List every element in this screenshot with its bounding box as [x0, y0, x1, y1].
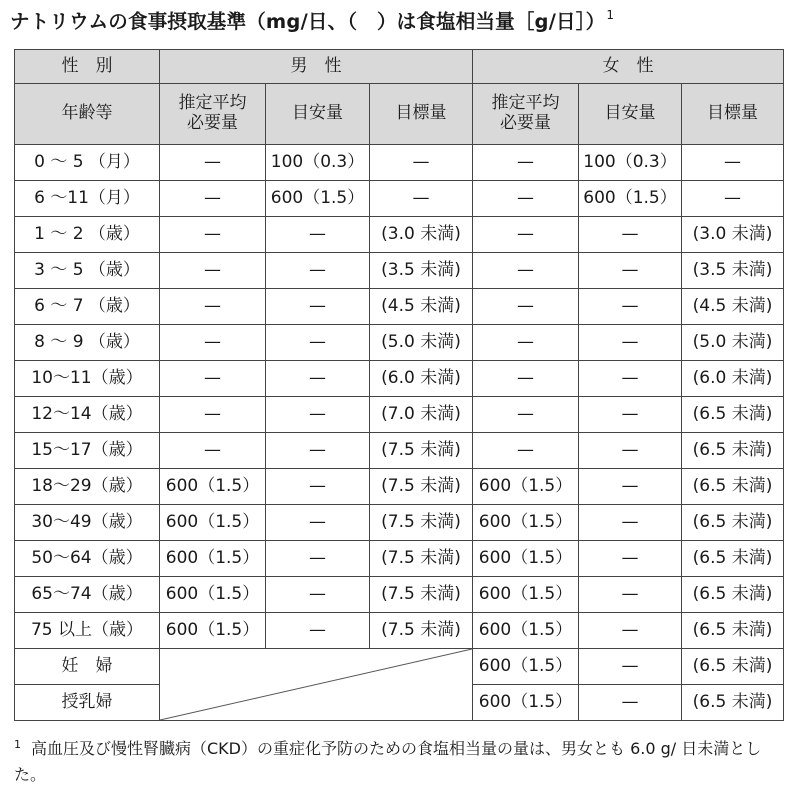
female-ai-cell: —: [579, 325, 682, 361]
female-ai-cell: —: [579, 541, 682, 577]
female-dg-cell: (3.5 未満): [682, 253, 784, 289]
male-dg-cell: (6.0 未満): [370, 361, 473, 397]
table-row: [15, 469, 784, 505]
male-dg-cell: (7.5 未満): [370, 433, 473, 469]
age-group-cell: 75 以上（歳）: [15, 613, 160, 649]
female-dg-cell: (6.5 未満): [682, 397, 784, 433]
female-ear-cell: 600（1.5）: [473, 541, 579, 577]
female-ai-cell: —: [579, 253, 682, 289]
female-ear-cell: 600（1.5）: [473, 613, 579, 649]
table-row: [15, 289, 784, 325]
male-ai-cell: —: [266, 541, 370, 577]
female-ear-cell: —: [473, 325, 579, 361]
female-ear-cell: —: [473, 433, 579, 469]
male-dg-cell: (7.5 未満): [370, 505, 473, 541]
male-ai-cell: —: [266, 361, 370, 397]
female-ear-cell: —: [473, 217, 579, 253]
female-dg-cell: (6.5 未満): [682, 613, 784, 649]
female-ear-cell: 600（1.5）: [473, 577, 579, 613]
female-ear-cell: —: [473, 361, 579, 397]
female-ear-cell: —: [473, 253, 579, 289]
title-footnote-ref: 1: [606, 8, 615, 22]
table-row: [15, 361, 784, 397]
age-group-cell: 30〜49（歳）: [15, 505, 160, 541]
male-ai-cell: —: [266, 325, 370, 361]
male-ai-cell: —: [266, 577, 370, 613]
header-age: 年齢等: [15, 84, 160, 145]
male-ear-cell: 600（1.5）: [160, 577, 266, 613]
female-dg-cell: (6.5 未満): [682, 577, 784, 613]
age-group-cell: 65〜74（歳）: [15, 577, 160, 613]
header-female: 女 性: [473, 50, 784, 84]
female-ai-cell: —: [579, 577, 682, 613]
female-ear-cell: —: [473, 289, 579, 325]
female-ai-cell: —: [579, 505, 682, 541]
male-dg-cell: (7.5 未満): [370, 469, 473, 505]
female-dg-cell: (5.0 未満): [682, 325, 784, 361]
header-male-ear: 推定平均 必要量: [160, 84, 266, 145]
male-ear-cell: —: [160, 325, 266, 361]
male-ai-cell: —: [266, 469, 370, 505]
male-ear-cell: —: [160, 361, 266, 397]
female-dg-cell: (6.5 未満): [682, 505, 784, 541]
female-ai-cell: —: [579, 289, 682, 325]
female-dg-cell: (6.5 未満): [682, 469, 784, 505]
male-ear-cell: —: [160, 397, 266, 433]
female-ai-cell: 100（0.3）: [579, 145, 682, 181]
age-group-cell: 10〜11（歳）: [15, 361, 160, 397]
footnote-marker: 1: [14, 738, 21, 751]
male-ai-cell: 600（1.5）: [266, 181, 370, 217]
female-ai-cell: —: [579, 397, 682, 433]
male-dg-cell: (3.5 未満): [370, 253, 473, 289]
special-group-cell: 妊 婦: [15, 649, 160, 685]
male-dg-cell: —: [370, 181, 473, 217]
female-ai-cell: —: [579, 361, 682, 397]
table-row: [15, 253, 784, 289]
male-dg-cell: (7.5 未満): [370, 577, 473, 613]
header-male-ai: 目安量: [266, 84, 370, 145]
male-ear-cell: —: [160, 145, 266, 181]
table-row: [15, 541, 784, 577]
female-ear-cell: —: [473, 181, 579, 217]
female-dg-cell: (6.5 未満): [682, 541, 784, 577]
male-ai-cell: —: [266, 397, 370, 433]
header-female-ear: 推定平均 必要量: [473, 84, 579, 145]
table-row: [15, 145, 784, 181]
female-ai-cell: —: [579, 613, 682, 649]
male-ai-cell: 100（0.3）: [266, 145, 370, 181]
age-group-cell: 0 〜 5 （月）: [15, 145, 160, 181]
header-male: 男 性: [160, 50, 473, 84]
female-ear-cell: 600（1.5）: [473, 469, 579, 505]
header-female-dg: 目標量: [682, 84, 784, 145]
footnote-text: 高血圧及び慢性腎臓病（CKD）の重症化予防のための食塩相当量の量は、男女とも 6.0 g/ 日未満とした。: [14, 739, 762, 784]
male-ai-cell: —: [266, 505, 370, 541]
female-ear-cell: —: [473, 145, 579, 181]
diagonal-line: [160, 649, 472, 720]
age-group-cell: 1 〜 2 （歳）: [15, 217, 160, 253]
female-ai-cell: —: [579, 217, 682, 253]
female-ear-cell: 600（1.5）: [473, 505, 579, 541]
female-dg-cell: —: [682, 145, 784, 181]
header-male-dg: 目標量: [370, 84, 473, 145]
female-ear-cell: 600（1.5）: [473, 685, 579, 721]
age-group-cell: 15〜17（歳）: [15, 433, 160, 469]
male-ear-cell: 600（1.5）: [160, 505, 266, 541]
age-group-cell: 8 〜 9 （歳）: [15, 325, 160, 361]
male-ear-cell: —: [160, 289, 266, 325]
female-ai-cell: —: [579, 469, 682, 505]
female-ai-cell: —: [579, 649, 682, 685]
male-dg-cell: (7.0 未満): [370, 397, 473, 433]
age-group-cell: 6 〜 7 （歳）: [15, 289, 160, 325]
table-row: [15, 217, 784, 253]
male-dg-cell: —: [370, 145, 473, 181]
header-female-ai: 目安量: [579, 84, 682, 145]
not-applicable-cell: [160, 649, 473, 721]
male-ear-cell: 600（1.5）: [160, 541, 266, 577]
female-ear-cell: —: [473, 397, 579, 433]
female-ear-cell: 600（1.5）: [473, 649, 579, 685]
male-ear-cell: —: [160, 433, 266, 469]
male-ai-cell: —: [266, 253, 370, 289]
female-dg-cell: (6.5 未満): [682, 685, 784, 721]
table-row: [15, 181, 784, 217]
male-ear-cell: —: [160, 217, 266, 253]
male-ai-cell: —: [266, 217, 370, 253]
sodium-intake-table: [14, 49, 784, 721]
header-sex: 性 別: [15, 50, 160, 84]
title-text: ナトリウムの食事摂取基準（mg/日、（ ）は食塩相当量［g/日］）: [10, 10, 606, 33]
header-row-sex: [15, 50, 784, 84]
male-dg-cell: (7.5 未満): [370, 613, 473, 649]
female-dg-cell: (6.0 未満): [682, 361, 784, 397]
male-dg-cell: (4.5 未満): [370, 289, 473, 325]
footnote: [14, 736, 789, 787]
table-row: [15, 505, 784, 541]
male-ai-cell: —: [266, 433, 370, 469]
table-row: [15, 613, 784, 649]
special-group-cell: 授乳婦: [15, 685, 160, 721]
female-ai-cell: —: [579, 685, 682, 721]
male-ear-cell: 600（1.5）: [160, 469, 266, 505]
age-group-cell: 3 〜 5 （歳）: [15, 253, 160, 289]
age-group-cell: 18〜29（歳）: [15, 469, 160, 505]
female-dg-cell: (4.5 未満): [682, 289, 784, 325]
table-row: [15, 397, 784, 433]
female-dg-cell: (6.5 未満): [682, 649, 784, 685]
male-dg-cell: (3.0 未満): [370, 217, 473, 253]
female-ai-cell: —: [579, 433, 682, 469]
male-dg-cell: (5.0 未満): [370, 325, 473, 361]
male-ear-cell: 600（1.5）: [160, 613, 266, 649]
male-ai-cell: —: [266, 613, 370, 649]
table-row: [15, 433, 784, 469]
male-ear-cell: —: [160, 253, 266, 289]
age-group-cell: 6 〜11（月）: [15, 181, 160, 217]
table-row: [15, 577, 784, 613]
table-row-special: [15, 649, 784, 685]
female-dg-cell: (6.5 未満): [682, 433, 784, 469]
page-title: [10, 6, 614, 34]
female-ai-cell: 600（1.5）: [579, 181, 682, 217]
female-dg-cell: —: [682, 181, 784, 217]
table-row: [15, 325, 784, 361]
age-group-cell: 12〜14（歳）: [15, 397, 160, 433]
male-dg-cell: (7.5 未満): [370, 541, 473, 577]
female-dg-cell: (3.0 未満): [682, 217, 784, 253]
male-ear-cell: —: [160, 181, 266, 217]
male-ai-cell: —: [266, 289, 370, 325]
age-group-cell: 50〜64（歳）: [15, 541, 160, 577]
header-row-columns: [15, 84, 784, 145]
